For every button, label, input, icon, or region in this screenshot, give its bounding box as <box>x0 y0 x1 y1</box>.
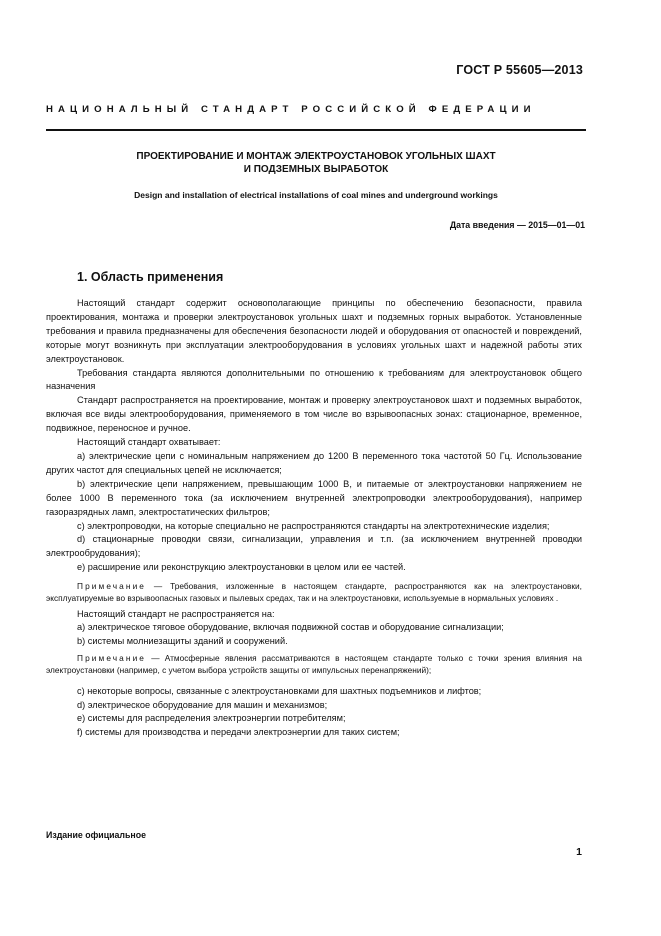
note <box>46 652 582 676</box>
list-item: c) некоторые вопросы, связанные с электроустановками для шахтных подъемников и лифтов; <box>77 685 482 696</box>
note-label: Примечание <box>77 581 147 592</box>
list-item: b) системы молниезащиты зданий и сооружений. <box>77 636 288 647</box>
paragraph: Настоящий стандарт не распространяется на: <box>77 608 275 619</box>
header-rule <box>46 129 586 131</box>
note-label: Примечание <box>77 653 147 664</box>
document-code: ГОСТ Р 55605—2013 <box>456 63 583 77</box>
list-item: a) электрическое тяговое оборудование, включая подвижной состав и оборудование сигнализации; <box>77 622 504 633</box>
document-title-ru <box>46 150 586 176</box>
title-line-1: ПРОЕКТИРОВАНИЕ И МОНТАЖ ЭЛЕКТРОУСТАНОВОК УГОЛЬНЫХ ШАХТ <box>136 151 496 162</box>
title-line-2: И ПОДЗЕМНЫХ ВЫРАБОТОК <box>243 164 389 175</box>
paragraph: Требования стандарта являются дополнительными по отношению к требованиям для электроустановок общего назначения <box>46 367 582 392</box>
note <box>46 580 582 604</box>
document-title-en: Design and installation of electrical installations of coal mines and underground workings <box>134 190 498 200</box>
paragraph: Стандарт распространяется на проектирование, монтаж и проверку электроустановок шахт и подземных выработок, включая все виды электрооборудования, применяемого в том числе во взрывоопасных зонах: стационарное, временное, подвижное, переносное и ручное. <box>46 395 582 434</box>
national-standard-banner: НАЦИОНАЛЬНЫЙ СТАНДАРТ РОССИЙСКОЙ ФЕДЕРАЦИИ <box>46 104 536 115</box>
note-text: — Требования, изложенные в настоящем стандарте, распространяются как на электроустановки, эксплуатируемые во взрывоопасных газовых и пылевых средах, так и на электроустановки, используемые в нормальных условиях . <box>46 581 582 604</box>
paragraph: Настоящий стандарт содержит основополагающие принципы по обеспечению безопасности, правила проектирования, монтажа и проверки электроустановок угольных шахт и подземных горных выработок. Установленные требования и правила предназначены для обеспечения безопасности людей и оборудования от опасностей и повреждений, которые могут возникнуть при эксплуатации электрооборудования в условиях угольных шахт и надежной работы этих электроустановок. <box>46 298 582 364</box>
official-edition: Издание официальное <box>46 830 146 840</box>
section-heading: 1. Область применения <box>77 270 224 284</box>
list-item: e) расширение или реконструкцию электроустановки в целом или ее частей. <box>77 562 406 573</box>
paragraph: Настоящий стандарт охватывает: <box>77 437 221 448</box>
section-body <box>46 297 582 740</box>
list-item: b) электрические цепи напряжением, превышающим 1000 В, и питаемые от электроустановки напряжением не более 1000 В переменного тока (за исключением внутренней электропроводки электрооборудования), например газоразрядных ламп, электростатических фильтров; <box>46 478 582 517</box>
note-text: — Атмосферные явления рассматриваются в настоящем стандарте только с точки зрения влияния на электроустановки (например, с учетом выбора устройств защиты от импульсных перенапряжений); <box>46 653 582 676</box>
list-item: d) электрическое оборудование для машин и механизмов; <box>77 699 328 710</box>
list-item: e) системы для распределения электроэнергии потребителям; <box>77 713 346 724</box>
list-item: d) стационарные проводки связи, сигнализации, управления и т.п. (за исключением внутренней проводки электрообрудования); <box>46 534 582 559</box>
list-item: f) системы для производства и передачи электроэнергии для таких систем; <box>77 727 400 738</box>
introduction-date: Дата введения — 2015—01—01 <box>449 220 585 230</box>
list-item: a) электрические цепи с номинальным напряжением до 1200 В переменного тока частотой 50 Гц. Использование других частот для специальных цепей не исключается; <box>46 450 582 475</box>
list-item: c) электропроводки, на которые специально не распространяются стандарты на электротехнические изделия; <box>77 520 550 531</box>
page-number: 1 <box>576 846 582 858</box>
